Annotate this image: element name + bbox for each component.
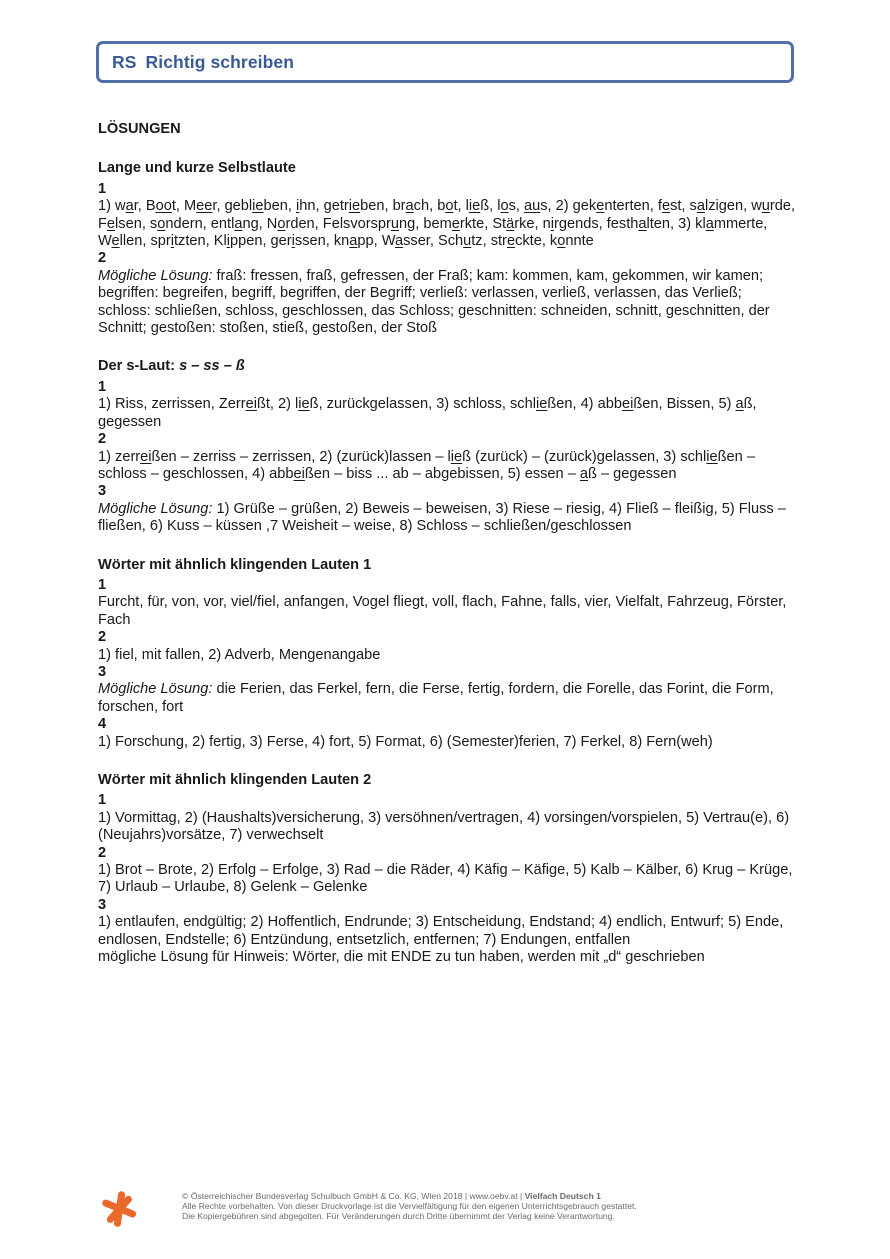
section-similar-sounds-1 xyxy=(98,557,798,751)
task-answer: 1) fiel, mit fallen, 2) Adverb, Mengenangabe xyxy=(98,646,381,663)
task-number: 3 xyxy=(98,896,107,913)
content xyxy=(98,121,798,987)
task-answer: 1) Brot – Brote, 2) Erfolg – Erfolge, 3) Rad – die Räder, 4) Käfig – Käfige, 5) Kalb – Kälber, 6) Krug – Krüge, 7) Urlaub – Urlaube, 8) Gelenk – Gelenke xyxy=(98,862,793,896)
task-number: 4 xyxy=(98,716,107,733)
answer-text: die Ferien, das Ferkel, fern, die Ferse, fertig, fordern, die Forelle, das Forint, die Form, forschen, fort xyxy=(98,681,774,715)
task-number: 2 xyxy=(98,844,107,861)
section-long-short-vowels xyxy=(98,160,798,337)
task-answer: Furcht, für, von, vor, viel/fiel, anfangen, Vogel fliegt, voll, flach, Fahne, falls, vier, Vielfalt, Fahrzeug, Förster, Fach xyxy=(98,594,787,628)
task-number: 3 xyxy=(98,663,107,680)
task-number: 2 xyxy=(98,431,107,448)
task-answer: 1) Vormittag, 2) (Haushalts)versicherung, 3) versöhnen/vertragen, 4) vorsingen/vorspielen, 5) Vertrau(e), 6) (Neujahrs)vorsätze, 7) verwechselt xyxy=(98,809,790,844)
publisher-logo-icon xyxy=(99,1189,139,1229)
task-answer: 1) Forschung, 2) fertig, 3) Ferse, 4) fort, 5) Format, 6) (Semester)ferien, 7) Ferkel, 8) Fern(weh) xyxy=(98,733,713,750)
header-code: RS xyxy=(112,51,137,72)
task-number: 3 xyxy=(98,483,107,500)
footer-line-2: Alle Rechte vorbehalten. Von dieser Druckvorlage ist die Vervielfältigung für den eigenen Unterrichtsgebrauch gestattet. xyxy=(182,1201,637,1212)
header-title: Richtig schreiben xyxy=(145,51,295,72)
footer-line-3: Die Kopiergebühren sind abgegolten. Für Veränderungen durch Dritte übernimmt der Verlag keine Verantwortung. xyxy=(182,1211,615,1222)
answer-text: fraß: fressen, fraß, gefressen, der Fraß; kam: kommen, kam, gekommen, wir kamen; begriffen: begreifen, begriff, begriffen, der Begriff; verließ: verlassen, verließ, verlassen, das Verließ; schloss: schließen, schloss, geschlossen, das Schloss; geschnitten: schneiden, schnitt, geschnitten, der Schnitt; gestoßen: stoßen, stieß, gestoßen, der Stoß xyxy=(98,267,770,337)
task-number: 1 xyxy=(98,576,107,593)
task-number: 1 xyxy=(98,792,107,809)
answer-lead: Mögliche Lösung: xyxy=(98,681,213,698)
task-answer: 1) Riss, zerrissen, Zerreißt, 2) ließ, zurückgelassen, 3) schloss, schließen, 4) abbeißen, Bissen, 5) aß, gegessen xyxy=(98,396,757,430)
section-similar-sounds-2 xyxy=(98,772,798,966)
answer-lead: Mögliche Lösung: xyxy=(98,500,213,517)
task-hint: mögliche Lösung für Hinweis: Wörter, die mit ENDE zu tun haben, werden mit „d“ geschrieben xyxy=(98,949,705,966)
section-title: Lange und kurze Selbstlaute xyxy=(98,160,296,177)
answer-lead: Mögliche Lösung: xyxy=(98,267,213,284)
task-number: 2 xyxy=(98,629,107,646)
task-answer xyxy=(98,268,798,338)
section-title-italic: s – ss – ß xyxy=(179,358,245,375)
book-title: Vielfach Deutsch 1 xyxy=(524,1191,601,1201)
solutions-title: LÖSUNGEN xyxy=(98,121,181,137)
task-number: 2 xyxy=(98,250,107,267)
task-answer: 1) war, Boot, Meer, geblieben, ihn, getrieben, brach, bot, ließ, los, aus, 2) gekenterten, fest, salzigen, wurde, Felsen, sondern, entlang, Norden, Felsvorsprung, bemerkte, Stärke, nirgends, festhalten, 3) klammerte, Wellen, spritzten, Klippen, gerissen, knapp, Wasser, Schutz, streckte, konnte xyxy=(98,198,796,250)
footer-line-1: © Österreichischer Bundesverlag Schulbuch GmbH & Co. KG, Wien 2018 | www.oebv.at | Vielfach Deutsch 1 xyxy=(182,1191,601,1201)
task-number: 1 xyxy=(98,378,107,395)
section-s-sound xyxy=(98,358,798,535)
task-answer xyxy=(98,681,798,716)
section-title: Wörter mit ähnlich klingenden Lauten 2 xyxy=(98,772,372,788)
task-answer xyxy=(98,501,798,536)
header-box xyxy=(96,41,794,83)
footer-copyright xyxy=(182,1191,742,1222)
section-title: Der s-Laut: s – ss – ß xyxy=(98,358,245,375)
task-number: 1 xyxy=(98,180,107,197)
task-answer: 1) zerreißen – zerriss – zerrissen, 2) (zurück)lassen – ließ (zurück) – (zurück)gelassen, 3) schließen – schloss – geschlossen, 4) abbeißen – biss ... ab – abgebissen, 5) essen – aß – gegessen xyxy=(98,448,755,482)
section-title: Wörter mit ähnlich klingenden Lauten 1 xyxy=(98,556,372,573)
answer-text: 1) Grüße – grüßen, 2) Beweis – beweisen, 3) Riese – riesig, 4) Fließ – fleißig, 5) Fluss – fließen, 6) Kuss – küssen ,7 Weisheit – weise, 8) Schloss – schließen/geschlossen xyxy=(98,500,786,535)
task-answer: 1) entlaufen, endgültig; 2) Hoffentlich, Endrunde; 3) Entscheidung, Endstand; 4) endlich, Entwurf; 5) Ende, endlosen, Endstelle; 6) Entzündung, entsetzlich, entfernen; 7) Endungen, entfallen xyxy=(98,914,784,948)
